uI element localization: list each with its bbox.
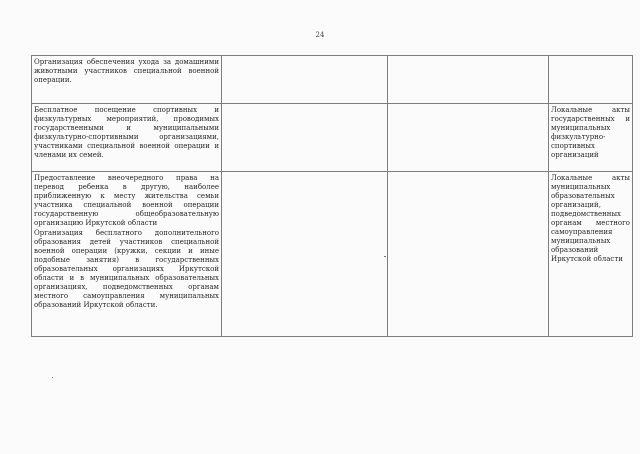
basis-cell: Локальные акты муниципальных образовательных организаций, подведомственных органам местного самоуправления муниципальных образований Иркутской области — [549, 172, 633, 337]
empty-cell — [222, 104, 388, 172]
measure-cell — [32, 104, 222, 172]
empty-cell — [222, 56, 388, 104]
basis-cell: Локальные акты государственных и муниципальных физкультурно-спортивных организаций — [549, 104, 633, 172]
measure-cell — [32, 172, 222, 337]
table-row — [32, 56, 633, 104]
table-row — [32, 104, 633, 172]
measure-text: Организация обеспечения ухода за домашними животными участников специальной военной операции. — [34, 58, 219, 84]
measure-text: Организация бесплатного дополнительного образования детей участников специальной военной операции (кружки, секции и иные подобные занятия) в государственных образовательных организациях Иркутской области и в муниципальных образовательных организациях, подведомственных органам местного самоуправления муниципальных образований Иркутской области. — [34, 229, 219, 309]
empty-cell — [222, 172, 388, 337]
scan-speck — [52, 377, 53, 378]
measure-cell — [32, 56, 222, 104]
empty-cell — [388, 172, 549, 337]
table-row — [32, 172, 633, 337]
empty-cell — [388, 104, 549, 172]
empty-cell — [388, 56, 549, 104]
measures-table — [31, 55, 633, 337]
measure-text: Предоставление внеочередного права на перевод ребенка в другую, наиболее приближенную к месту жительства семьи участника специальной военной операции государственную общеобразовательную организацию Иркутской области — [34, 174, 219, 227]
scan-speck — [384, 256, 386, 257]
basis-cell — [549, 56, 633, 104]
page-number: 24 — [315, 31, 325, 39]
measure-text: Бесплатное посещение спортивных и физкультурных мероприятий, проводимых государственными и муниципальными физкультурно-спортивными организациями, участниками специальной военной операции и членами их семей. — [34, 106, 219, 159]
